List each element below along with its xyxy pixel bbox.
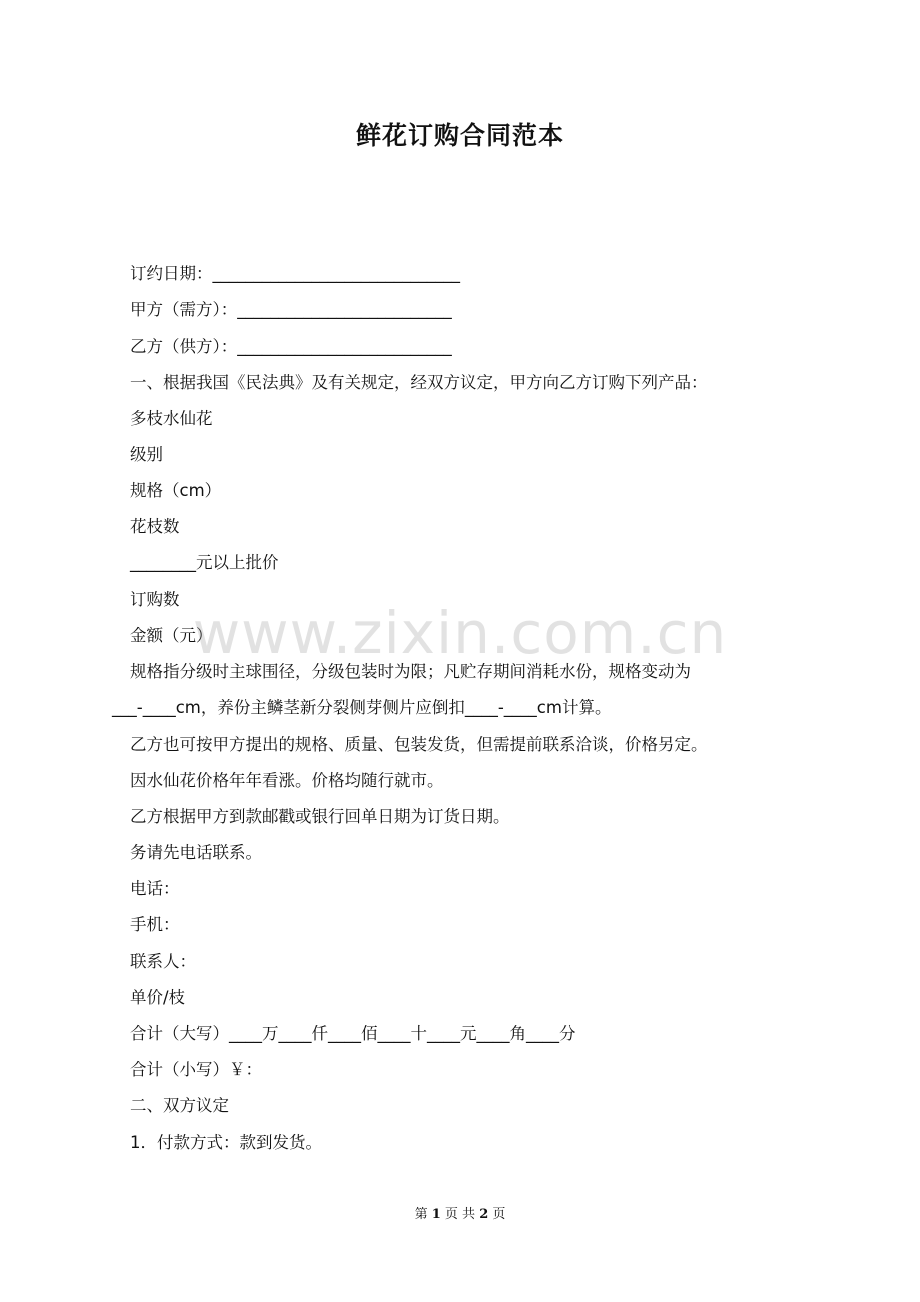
field-wholesale-price: ________元以上批价 (130, 553, 279, 572)
footer-middle: 页 共 (444, 1207, 476, 1222)
field-phone: 电话： (130, 879, 180, 898)
field-order-quantity: 订购数 (130, 590, 180, 609)
watermark: www.zixin.com.cn (192, 599, 728, 667)
clause-one-heading: 一、根据我国《民法典》及有关规定，经双方议定，甲方向乙方订购下列产品： (130, 373, 708, 392)
field-amount: 金额（元） (130, 626, 213, 645)
spec-note-line-2: ___-____cm，养份主鳞茎新分裂侧芽侧片应倒扣____-____cm计算。 (112, 698, 612, 717)
contact-note: 务请先电话联系。 (130, 843, 262, 862)
footer-prefix: 第 (414, 1207, 428, 1222)
page-footer (0, 1205, 920, 1225)
field-unit-price: 单价/枝 (130, 988, 186, 1007)
footer-page-number: 1 (431, 1207, 441, 1222)
shipping-note: 乙方也可按甲方提出的规格、质量、包装发货，但需提前联系洽谈，价格另定。 (130, 735, 708, 754)
field-mobile: 手机： (130, 915, 180, 934)
order-date-line: 订约日期：______________________________ (130, 264, 460, 283)
field-spec: 规格（cm） (130, 481, 222, 500)
total-in-words: 合计（大写）____万____仟____佰____十____元____角____分 (130, 1024, 576, 1043)
document-title: 鲜花订购合同范本 (355, 121, 564, 150)
footer-suffix: 页 (492, 1207, 506, 1222)
order-date-note: 乙方根据甲方到款邮戳或银行回单日期为订货日期。 (130, 807, 510, 826)
party-a-line: 甲方（需方）：__________________________ (130, 300, 452, 319)
field-stem-count: 花枝数 (130, 517, 180, 536)
party-b-line: 乙方（供方）：__________________________ (130, 337, 452, 356)
footer-total-pages: 2 (479, 1207, 489, 1222)
field-grade: 级别 (130, 445, 163, 464)
price-note: 因水仙花价格年年看涨。价格均随行就市。 (130, 771, 444, 790)
clause-two-heading: 二、双方议定 (130, 1096, 229, 1115)
field-contact-person: 联系人： (130, 952, 196, 971)
total-in-figures: 合计（小写）￥： (130, 1060, 262, 1079)
product-name: 多枝水仙花 (130, 409, 213, 428)
spec-note-line-1: 规格指分级时主球围径，分级包装时为限；凡贮存期间消耗水份，规格变动为 (130, 662, 691, 681)
payment-method: 1．付款方式：款到发货。 (130, 1133, 322, 1152)
